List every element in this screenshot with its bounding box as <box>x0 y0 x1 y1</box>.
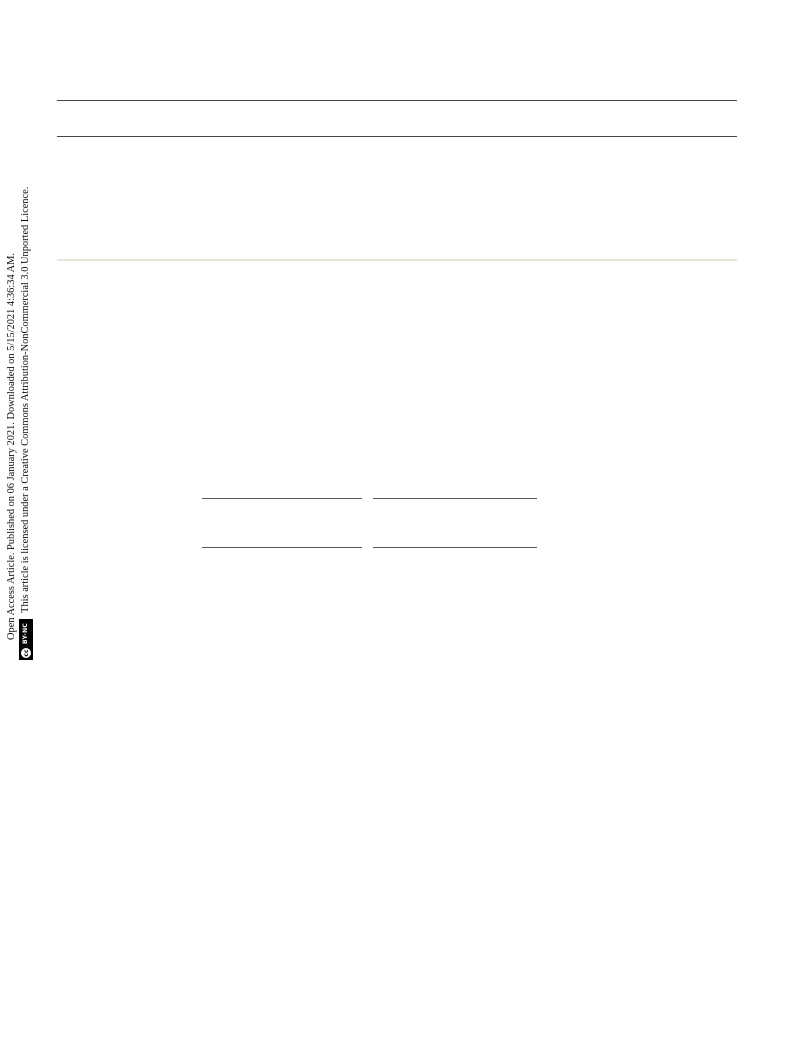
section-divider <box>57 259 737 261</box>
header-bottom-rule <box>57 136 737 137</box>
open-access-notice <box>4 100 40 660</box>
license-notice: This article is licensed under a Creative Commons Attribution-NonCommercial 3.0 Unported Licence. <box>20 186 31 613</box>
publication-notice: Open Access Article. Published on 06 January 2021. Downloaded on 5/15/2021 4:36:34 AM. <box>6 252 17 640</box>
table-bottom-rule-left <box>202 547 362 548</box>
cc-badge-label: BY-NC <box>22 622 29 644</box>
header-top-rule <box>57 100 737 101</box>
cc-license-badge[interactable] <box>19 619 33 660</box>
creative-commons-icon: cc <box>20 647 32 659</box>
table-bottom-rule-right <box>373 547 537 548</box>
table-top-rule-right <box>373 498 537 499</box>
license-notice-row <box>19 187 33 660</box>
table-top-rule-left <box>202 498 362 499</box>
